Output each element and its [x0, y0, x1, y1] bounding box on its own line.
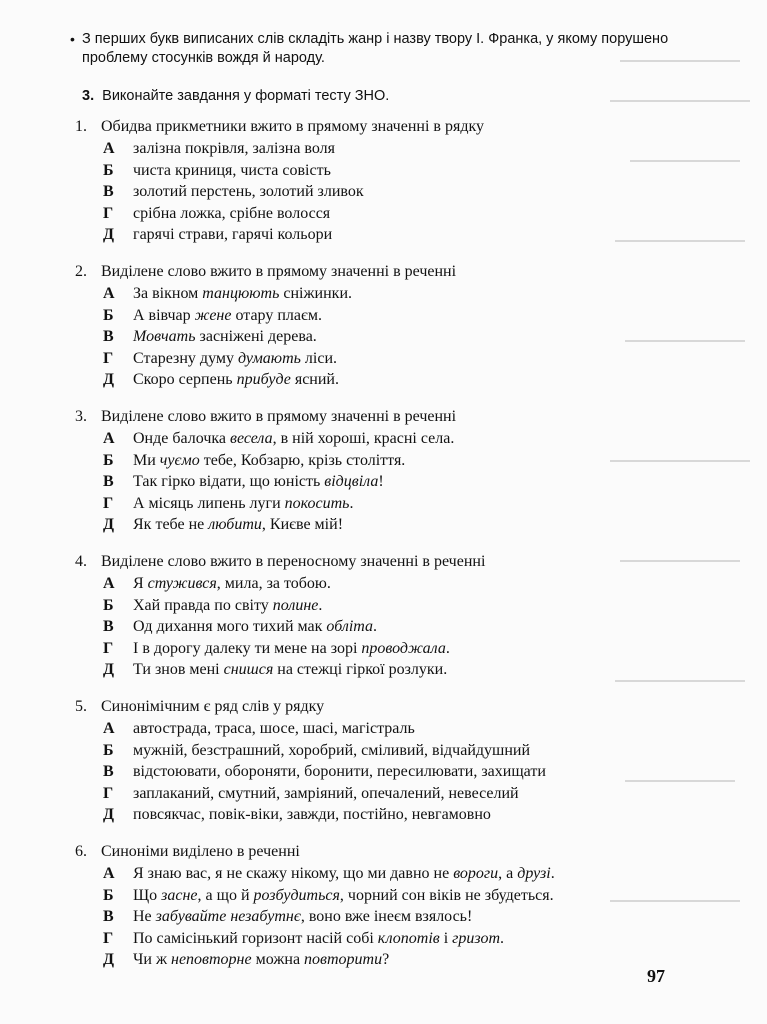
option-text: Ти знов мені: [133, 661, 224, 679]
answer-option: [75, 224, 715, 246]
bullet-icon: •: [70, 31, 75, 47]
answer-option: [75, 203, 715, 225]
option-letter: А: [103, 720, 115, 737]
answer-option: [75, 573, 715, 595]
question-1: [75, 116, 715, 246]
answer-option: [75, 616, 715, 638]
answer-option: [75, 949, 715, 971]
question-title: [75, 551, 715, 573]
option-text: .: [445, 639, 450, 657]
option-text: отару плаєм.: [231, 306, 322, 324]
option-letter: Г: [103, 494, 114, 512]
question-number: 4.: [75, 553, 87, 570]
option-text: .: [550, 865, 555, 882]
answer-option: [75, 305, 715, 327]
question-text: Синонімічним є ряд слів у рядку: [101, 698, 325, 715]
option-letter: Г: [103, 639, 114, 657]
option-letter: А: [103, 285, 115, 302]
task-3-heading: [82, 88, 389, 104]
option-text: тебе, Кобзарю, крізь століття.: [199, 451, 406, 469]
highlighted-word: танцюють: [202, 285, 280, 302]
answer-option: [75, 906, 715, 928]
option-text: .: [349, 494, 354, 512]
option-letter: В: [103, 763, 114, 781]
option-text: Хай правда по світу: [133, 596, 273, 614]
option-text: мужній, безстрашний, хоробрий, сміливий, відчайдушний: [133, 741, 531, 759]
option-text: , мила, за тобою.: [216, 575, 331, 592]
highlighted-word: друзі: [517, 865, 551, 882]
option-text: .: [318, 596, 323, 614]
option-letter: Г: [103, 784, 114, 802]
option-text: .: [373, 618, 378, 636]
highlighted-word: гризот: [452, 929, 500, 947]
option-letter: Б: [103, 306, 114, 324]
option-letter: В: [103, 473, 114, 491]
intro-text: З перших букв виписаних слів складіть жанр і назву твору І. Франка, у якому порушено проблему стосунків вождя й народу.: [82, 31, 669, 66]
option-letter: В: [103, 183, 114, 201]
question-5: [75, 696, 715, 826]
option-text: заплаканий, смутний, замріяний, опечалений, невеселий: [133, 784, 519, 802]
highlighted-word: розбудиться: [253, 886, 340, 904]
answer-option: [75, 369, 715, 391]
question-title: [75, 841, 715, 863]
option-letter: Г: [103, 349, 114, 367]
highlighted-word: забувайте незабутнє: [155, 908, 301, 926]
option-letter: А: [103, 140, 115, 157]
intro-instruction: [70, 30, 692, 68]
option-letter: В: [103, 328, 114, 346]
answer-option: [75, 595, 715, 617]
option-letter: Б: [103, 741, 114, 759]
option-text: , а: [498, 865, 518, 882]
answer-option: [75, 493, 715, 515]
question-text: Обидва прикметники вжито в прямому значенні в рядку: [101, 118, 484, 135]
option-text: А місяць липень луги: [133, 494, 285, 512]
option-text: , Києве мій!: [261, 516, 344, 534]
question-4: [75, 551, 715, 681]
option-text: Я знаю вас, я не скажу нікому, що ми давно не: [133, 865, 454, 882]
option-letter: А: [103, 865, 115, 882]
option-text: Од дихання мого тихий мак: [133, 618, 327, 636]
option-letter: Д: [103, 226, 115, 244]
highlighted-word: Мовчать: [133, 328, 196, 346]
question-number: 6.: [75, 843, 87, 860]
option-letter: Д: [103, 661, 115, 679]
question-number: 3.: [75, 408, 87, 425]
highlighted-word: покосить: [284, 494, 350, 512]
option-text: залізна покрівля, залізна воля: [133, 140, 335, 157]
option-text: , воно вже інеєм взялось!: [300, 908, 473, 926]
option-text: За вікном: [133, 285, 203, 302]
highlighted-word: весела: [230, 430, 273, 447]
highlighted-word: стужився: [147, 575, 217, 592]
question-number: 1.: [75, 118, 87, 135]
answer-option: [75, 783, 715, 805]
option-text: засніжені дерева.: [195, 328, 317, 346]
highlighted-word: жене: [194, 306, 232, 324]
answer-option: [75, 928, 715, 950]
answer-option: [75, 348, 715, 370]
option-text: Старезну думу: [133, 349, 238, 367]
answer-option: [75, 718, 715, 740]
option-text: на стежці гіркої розлуки.: [273, 661, 448, 679]
answer-option: [75, 761, 715, 783]
option-letter: В: [103, 618, 114, 636]
option-letter: Г: [103, 204, 114, 222]
question-number: 2.: [75, 263, 87, 280]
question-text: Виділене слово вжито в прямому значенні в реченні: [101, 408, 457, 425]
answer-option: [75, 138, 715, 160]
highlighted-word: прибуде: [236, 371, 291, 389]
answer-option: [75, 283, 715, 305]
highlighted-word: неповторне: [171, 951, 252, 969]
option-letter: Г: [103, 929, 114, 947]
option-text: Що: [133, 886, 162, 904]
question-text: Синоніми виділено в реченні: [101, 843, 300, 860]
question-6: [75, 841, 715, 971]
answer-option: [75, 804, 715, 826]
highlighted-word: відцвіла: [324, 473, 379, 491]
option-letter: А: [103, 575, 115, 592]
highlighted-word: проводжала: [361, 639, 446, 657]
option-text: Я: [133, 575, 148, 592]
highlighted-word: снишся: [223, 661, 274, 679]
answer-option: [75, 659, 715, 681]
option-text: ?: [382, 951, 390, 969]
answer-option: [75, 514, 715, 536]
task-3-text: Виконайте завдання у форматі тесту ЗНО.: [102, 88, 390, 104]
answer-option: [75, 638, 715, 660]
option-letter: Д: [103, 806, 115, 824]
highlighted-word: вороги: [453, 865, 499, 882]
highlighted-word: обліта: [326, 618, 374, 636]
option-text: , в ній хороші, красні села.: [272, 430, 455, 447]
answer-option: [75, 471, 715, 493]
option-text: , а що й: [197, 886, 254, 904]
option-text: срібна ложка, срібне волосся: [133, 204, 331, 222]
highlighted-word: чуємо: [159, 451, 200, 469]
option-text: , чорний сон віків не збудеться.: [339, 886, 554, 904]
option-letter: Д: [103, 516, 115, 534]
option-text: і: [439, 929, 453, 947]
option-letter: Б: [103, 886, 114, 904]
option-letter: А: [103, 430, 115, 447]
option-text: ясний.: [290, 371, 339, 389]
option-text: можна: [251, 951, 305, 969]
task-3-number: 3.: [82, 88, 95, 104]
option-text: сніжинки.: [279, 285, 352, 302]
question-3: [75, 406, 715, 536]
option-text: По самісінький горизонт насій собі: [133, 929, 378, 947]
option-text: А вівчар: [133, 306, 195, 324]
option-text: Онде балочка: [133, 430, 230, 447]
option-text: Так гірко відати, що юність: [133, 473, 325, 491]
answer-option: [75, 428, 715, 450]
option-text: Ми: [133, 451, 160, 469]
option-letter: Б: [103, 596, 114, 614]
highlighted-word: полине: [272, 596, 319, 614]
option-letter: В: [103, 908, 114, 926]
option-text: І в дорогу далеку ти мене на зорі: [133, 639, 362, 657]
highlighted-word: повторити: [304, 951, 383, 969]
option-text: чиста криниця, чиста совість: [133, 161, 331, 179]
answer-option: [75, 326, 715, 348]
question-title: [75, 696, 715, 718]
option-letter: Д: [103, 371, 115, 389]
question-number: 5.: [75, 698, 87, 715]
question-title: [75, 406, 715, 428]
question-title: [75, 261, 715, 283]
option-text: автострада, траса, шосе, шасі, магістраль: [133, 720, 415, 737]
option-text: Скоро серпень: [133, 371, 237, 389]
option-text: золотий перстень, золотий зливок: [133, 183, 364, 201]
question-2: [75, 261, 715, 391]
question-text: Виділене слово вжито в переносному значенні в реченні: [101, 553, 486, 570]
option-text: Як тебе не: [133, 516, 209, 534]
answer-option: [75, 450, 715, 472]
answer-option: [75, 181, 715, 203]
highlighted-word: думають: [237, 349, 301, 367]
option-letter: Б: [103, 161, 114, 179]
highlighted-word: засне: [161, 886, 198, 904]
option-text: Не: [133, 908, 156, 926]
option-letter: Д: [103, 951, 115, 969]
option-text: .: [500, 929, 504, 947]
highlighted-word: клопотів: [377, 929, 440, 947]
option-text: повсякчас, повік-віки, завжди, постійно, невгамовно: [133, 806, 491, 824]
question-text: Виділене слово вжито в прямому значенні в реченні: [101, 263, 457, 280]
page-number: 97: [647, 966, 665, 986]
answer-option: [75, 160, 715, 182]
option-text: !: [378, 473, 384, 491]
answer-option: [75, 885, 715, 907]
highlighted-word: любити: [208, 516, 262, 534]
option-text: ліси.: [300, 349, 337, 367]
answer-option: [75, 863, 715, 885]
answer-option: [75, 740, 715, 762]
question-title: [75, 116, 715, 138]
option-letter: Б: [103, 451, 114, 469]
option-text: Чи ж: [133, 951, 172, 969]
option-text: відстоювати, обороняти, боронити, пересилювати, захищати: [133, 763, 546, 781]
option-text: гарячі страви, гарячі кольори: [133, 226, 333, 244]
